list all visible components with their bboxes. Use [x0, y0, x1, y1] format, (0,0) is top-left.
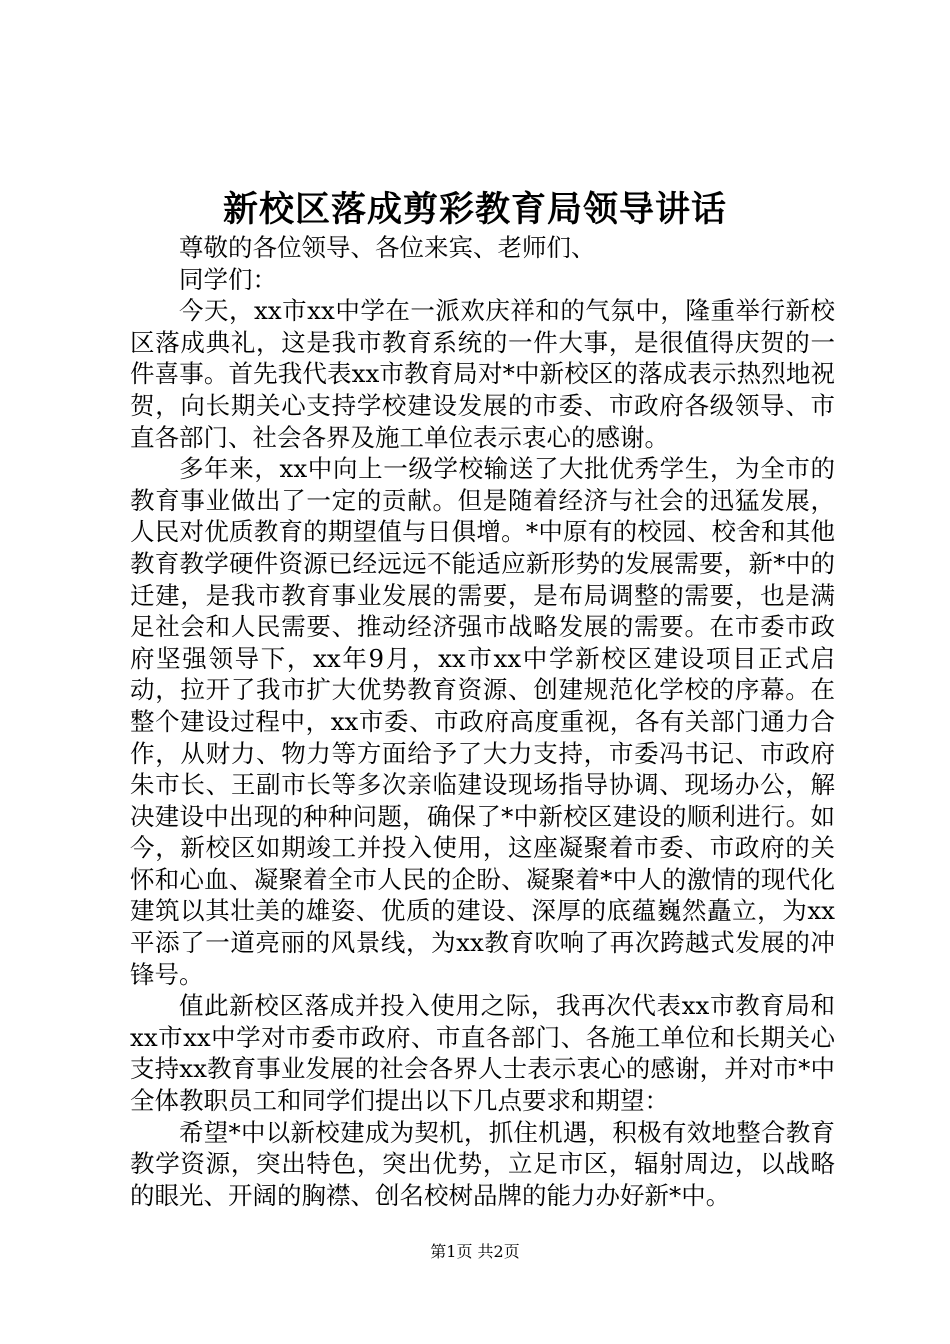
salutation-line-1: 尊敬的各位领导、各位来宾、老师们、	[179, 233, 596, 262]
document-body	[130, 232, 835, 1211]
paragraph-3: 值此新校区落成并投入使用之际，我再次代表xx市教育局和xx市xx中学对市委市政府、市直各部门、各施工单位和长期关心支持xx教育事业发展的社会各界人士表示衷心的感谢，并对市*中全体教职员工和同学们提出以下几点要求和期望：	[130, 991, 835, 1116]
page-footer: 第1页 共2页	[430, 1242, 520, 1261]
salutation-line-2: 同学们：	[179, 264, 277, 294]
document-title: 新校区落成剪彩教育局领导讲话	[222, 189, 727, 230]
paragraph-4: 希望*中以新校建成为契机，抓住机遇，积极有效地整合教育教学资源，突出特色，突出优势，立足市区，辐射周边，以战略的眼光、开阔的胸襟、创名校树品牌的能力办好新*中。	[130, 1117, 835, 1210]
paragraph-2: 多年来，xx中向上一级学校输送了大批优秀学生，为全市的教育事业做出了一定的贡献。但是随着经济与社会的迅猛发展，人民对优质教育的期望值与日俱增。*中原有的校园、校舍和其他教育教学硬件资源已经远远不能适应新形势的发展需要，新*中的迁建，是我市教育事业发展的需要，是布局调整的需要，也是满足社会和人民需要、推动经济强市战略发展的需要。在市委市政府坚强领导下，xx年9月，xx市xx中学新校区建设项目正式启动，拉开了我市扩大优势教育资源、创建规范化学校的序幕。在整个建设过程中，xx市委、市政府高度重视，各有关部门通力合作，从财力、物力等方面给予了大力支持，市委冯书记、市政府朱市长、王副市长等多次亲临建设现场指导协调、现场办公，解决建设中出现的种种问题，确保了*中新校区建设的顺利进行。如今，新校区如期竣工并投入使用，这座凝聚着市委、市政府的关怀和心血、凝聚着全市人民的企盼、凝聚着*中人的激情的现代化建筑以其壮美的雄姿、优质的建设、深厚的底蕴巍然矗立，为xx平添了一道亮丽的风景线，为xx教育吹响了再次跨越式发展的冲锋号。	[130, 454, 835, 989]
paragraph-1: 今天，xx市xx中学在一派欢庆祥和的气氛中，隆重举行新校区落成典礼，这是我市教育系统的一件大事，是很值得庆贺的一件喜事。首先我代表xx市教育局对*中新校区的落成表示热烈地祝贺，向长期关心支持学校建设发展的市委、市政府各级领导、市直各部门、社会各界及施工单位表示衷心的感谢。	[130, 296, 835, 452]
